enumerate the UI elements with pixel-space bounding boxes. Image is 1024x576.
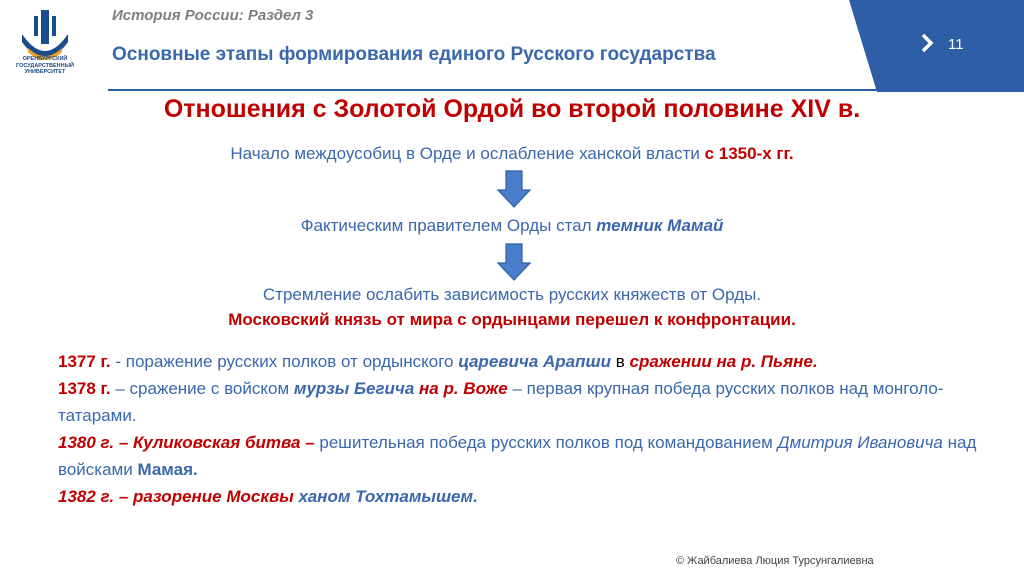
event-text: решительная победа русских полков под командованием [314,433,778,452]
copyright: © Жайбалиева Люция Турсунгалиевна [676,555,874,567]
event-1382 [58,483,978,510]
event-1378 [58,375,978,429]
event-1377 [58,348,978,375]
event-person: царевича Арапши [458,352,612,371]
step-2 [0,216,1024,236]
event-text: над войсками [58,433,977,479]
logo-emblem-icon [14,8,76,92]
corner-decoration [849,0,1024,92]
event-person: Дмитрия Ивановича [777,433,943,452]
step-2-text: Фактическим правителем Орды стал [300,216,597,235]
event-person: Мамая. [137,460,198,479]
event-text: – сражение с войском [110,379,294,398]
step-1 [0,144,1024,164]
next-slide-chevron-icon[interactable] [920,32,934,54]
event-person: мурзы Бегича [293,379,415,398]
event-year: 1378 г. [58,379,111,398]
step-2-ruler: темник Мамай [596,216,724,235]
down-arrow-icon [497,170,531,208]
step-3-line-1: Стремление ослабить зависимость русских княжеств от Орды. [262,285,762,304]
logo-text: ОРЕНБУРГСКИЙ ГОСУДАРСТВЕННЫЙ УНИВЕРСИТЕТ [16,56,74,75]
event-text: - поражение русских полков от ордынского [110,352,459,371]
event-year: 1380 г. – Куликовская битва – [58,433,315,452]
page-number: 11 [948,36,964,53]
event-year: 1377 г. [58,352,111,371]
down-arrow-icon [497,243,531,281]
step-1-date: с 1350-х гг. [704,144,794,163]
event-person: ханом Тохтамышем. [293,487,478,506]
event-place: сражении на р. Пьяне. [629,352,818,371]
slide-subtitle: Основные этапы формирования единого Русского государства [112,44,716,65]
main-title: Отношения с Золотой Ордой во второй половине XIV в. [163,95,861,123]
event-1380 [58,429,978,483]
section-label: История России: Раздел 3 [112,7,314,24]
events-list [58,348,978,510]
step-3-line-2: Московский князь от мира с ордынцами перешел к конфронтации. [228,310,796,329]
event-text: – первая крупная победа русских полков над монголо-татарами. [58,379,944,425]
step-1-text: Начало междоусобиц в Орде и ослабление ханской власти [230,144,705,163]
event-text: в [611,352,630,371]
event-place: на р. Воже [419,379,508,398]
event-year: 1382 г. – разорение Москвы [58,487,294,506]
